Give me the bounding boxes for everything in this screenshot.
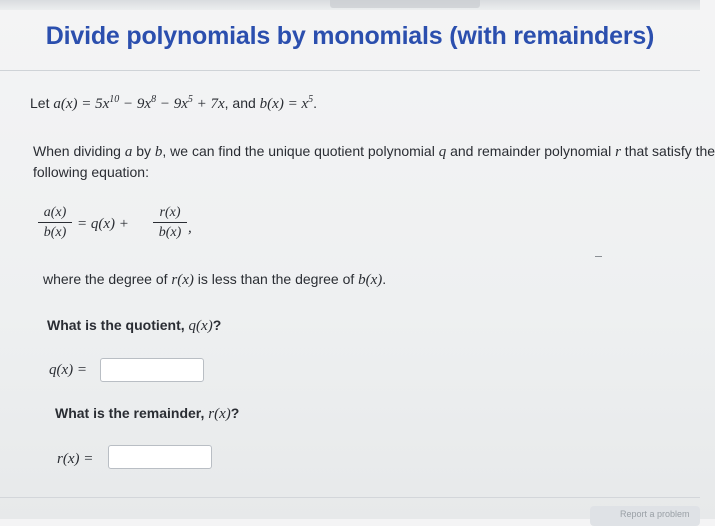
quotient-input[interactable]	[100, 358, 204, 382]
report-problem-button[interactable]: Report a problem	[590, 506, 700, 526]
problem-statement	[30, 94, 317, 113]
quotient-label: q(x) =	[49, 362, 88, 378]
title-divider	[0, 70, 700, 71]
equation-middle: = q(x) +	[77, 216, 129, 232]
footer-divider	[0, 497, 700, 498]
b-definition: $b(x) = x^5$	[259, 94, 314, 112]
question-quotient: What is the quotient, q(x)?	[47, 317, 222, 334]
statement-period: .	[313, 95, 317, 111]
degree-statement: where the degree of r(x) is less than the degree of b(x).	[43, 271, 387, 288]
page-title: Divide polynomials by monomials (with remainders)	[45, 22, 655, 50]
remainder-input[interactable]	[108, 445, 212, 469]
equation-comma: ,	[188, 220, 192, 236]
and-word: , and	[224, 95, 260, 111]
fraction-a-over-b: a(x) b(x)	[38, 204, 72, 241]
intro-line-1: When dividing a by b, we can find the unique quotient polynomial q and remainder polynomial r that satisfy the	[33, 143, 715, 160]
intro-line-2: following equation:	[33, 164, 149, 180]
mouse-cursor-mark	[595, 256, 602, 257]
header-remnant	[330, 0, 480, 8]
a-definition: $a(x) = 5x^{10} - 9x^8 - 9x^5 + 7x$	[53, 94, 225, 112]
fraction-r-over-b: r(x) b(x)	[153, 204, 187, 241]
question-remainder: What is the remainder, r(x)?	[55, 405, 240, 422]
remainder-label: r(x) =	[57, 451, 94, 467]
top-strip	[0, 0, 700, 10]
let-word: Let	[30, 95, 54, 111]
